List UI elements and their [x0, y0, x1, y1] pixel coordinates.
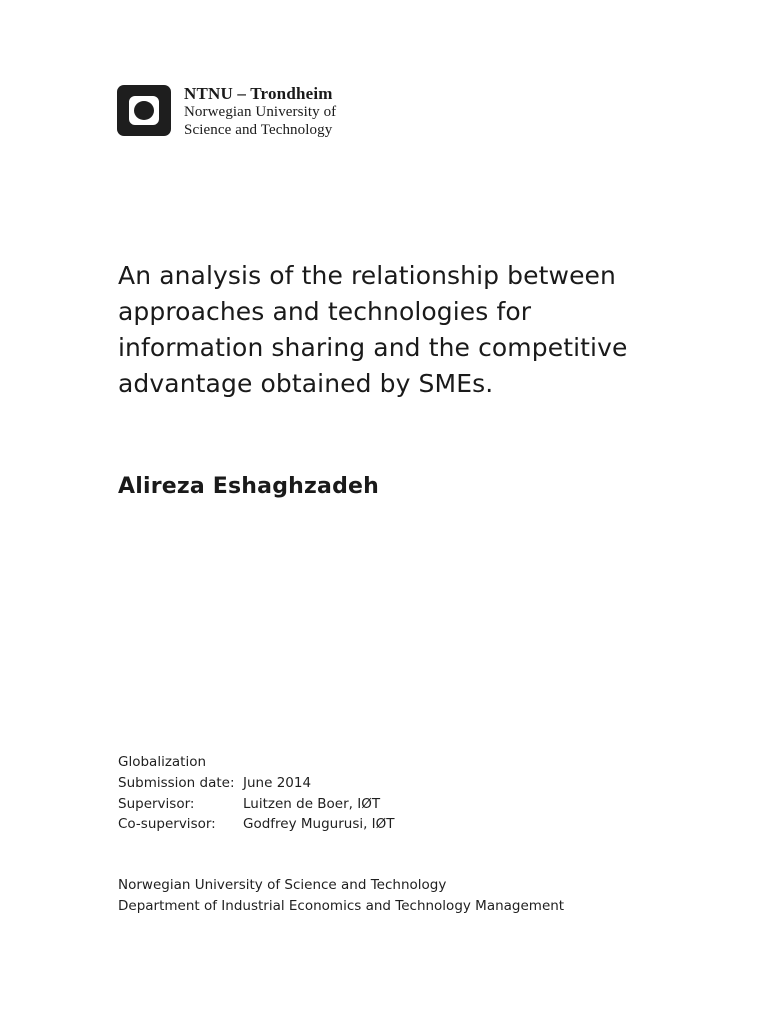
- logo-subtitle-line2: Science and Technology: [184, 122, 333, 138]
- author-name: Alireza Eshaghzadeh: [118, 474, 380, 499]
- supervisor-value: Luitzen de Boer, IØT: [243, 795, 381, 812]
- submission-date-label: Submission date:: [118, 774, 235, 791]
- institution-block: [118, 875, 564, 917]
- program-name: Globalization: [118, 754, 207, 770]
- submission-date-value: June 2014: [243, 774, 312, 791]
- university-name: Norwegian University of Science and Technology: [118, 877, 447, 893]
- supervisor-label: Supervisor:: [118, 795, 195, 812]
- ntnu-logo-icon: [117, 85, 171, 136]
- detail-row-co-supervisor: [118, 814, 395, 835]
- department-name: Department of Industrial Economics and Technology Management: [118, 897, 565, 914]
- detail-row-submission: [118, 773, 395, 794]
- co-supervisor-value: Godfrey Mugurusi, IØT: [243, 816, 395, 833]
- logo-subtitle-line1: Norwegian University of: [184, 104, 337, 120]
- thesis-details: [118, 752, 395, 835]
- logo-title: NTNU – Trondheim: [184, 84, 333, 103]
- co-supervisor-label: Co-supervisor:: [118, 816, 216, 833]
- detail-row-supervisor: [118, 794, 395, 815]
- logo-text: [184, 84, 336, 139]
- university-logo: [117, 85, 336, 139]
- thesis-title: An analysis of the relationship between approaches and technologies for information sharing and the competitive advantage obtained by SMEs.: [118, 261, 628, 398]
